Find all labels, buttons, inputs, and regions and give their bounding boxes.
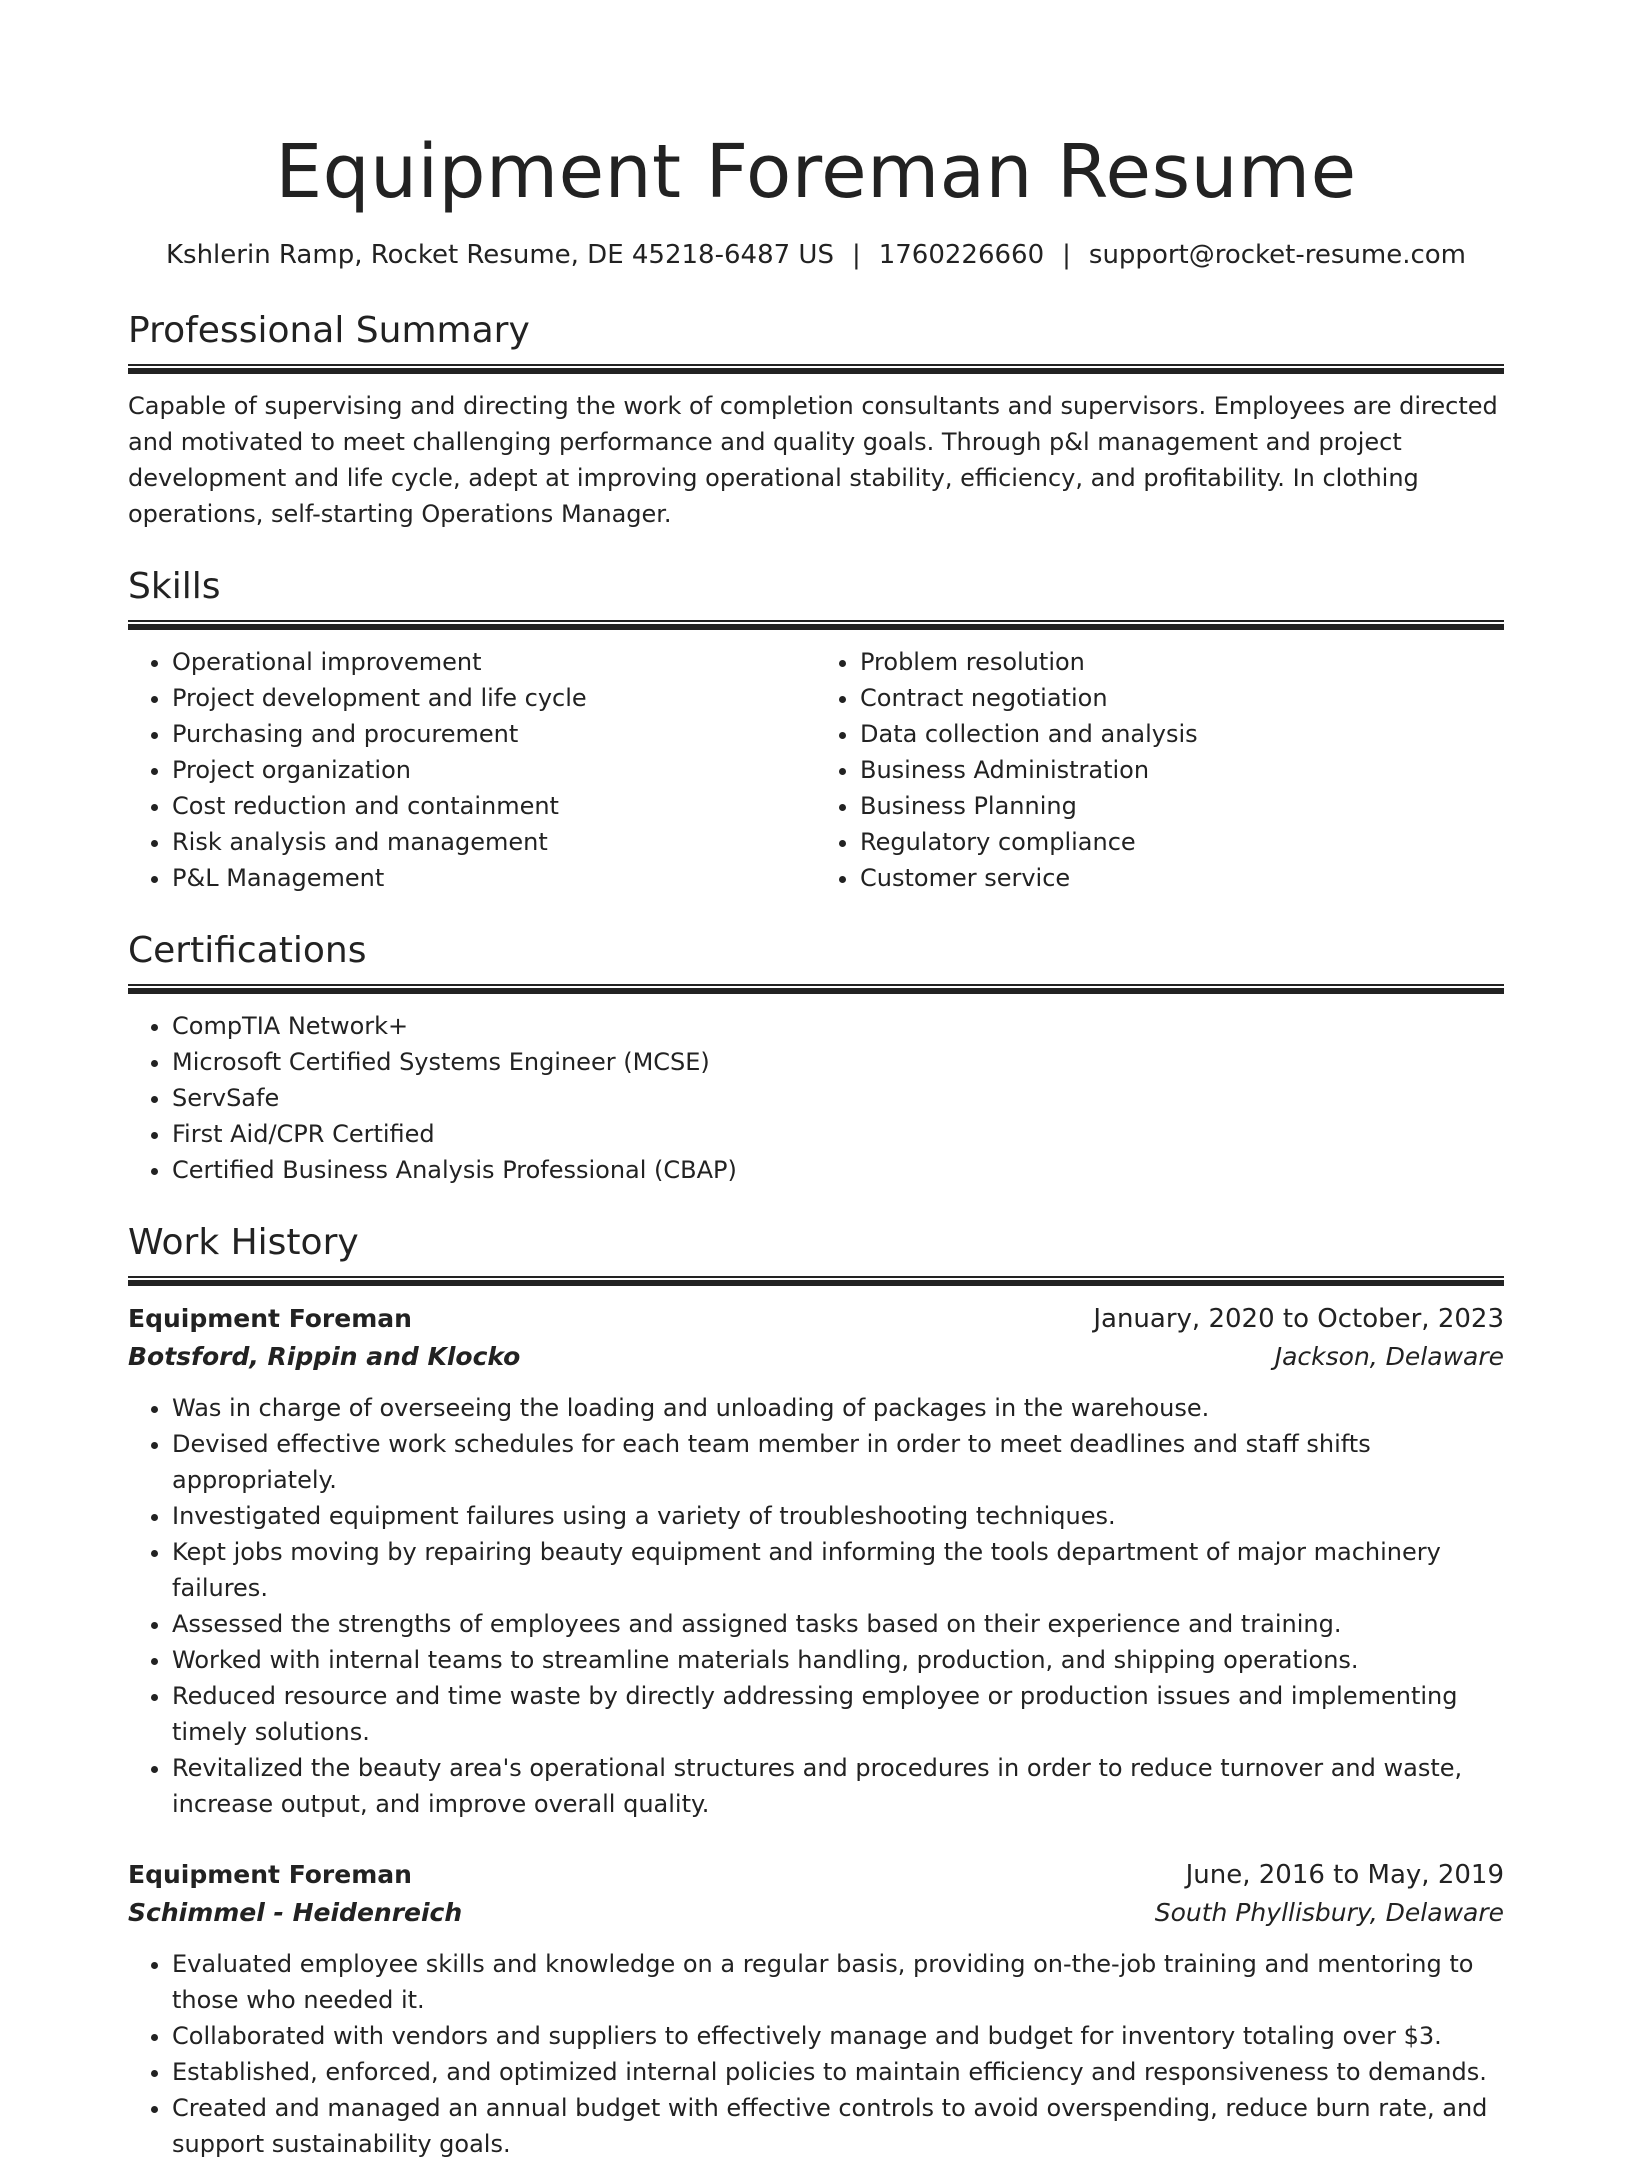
job-dates: January, 2020 to October, 2023 <box>1093 1304 1504 1334</box>
job-company: Botsford, Rippin and Klocko <box>128 1342 521 1371</box>
job-duty: • Was in charge of overseeing the loading and unloading of packages in the warehouse. <box>172 1390 1504 1426</box>
contact-line <box>128 238 1504 272</box>
job-duty: • Devised effective work schedules for each team member in order to meet deadlines and staff shifts appropriately. <box>172 1426 1504 1498</box>
certification-item: • ServSafe <box>172 1080 1504 1116</box>
skill-item: • Regulatory compliance <box>860 824 1504 860</box>
job-title: Equipment Foreman <box>128 1860 412 1889</box>
section-divider <box>128 620 1504 630</box>
certification-item: • CompTIA Network+ <box>172 1008 1504 1044</box>
job-duty: • Worked with internal teams to streamline materials handling, production, and shipping operations. <box>172 1642 1504 1678</box>
certification-item: • Microsoft Certified Systems Engineer (MCSE) <box>172 1044 1504 1080</box>
skill-item: • Operational improvement <box>172 644 816 680</box>
job-header-row <box>128 1300 1504 1338</box>
skill-item: • Business Planning <box>860 788 1504 824</box>
job-duty: • Kept jobs moving by repairing beauty equipment and informing the tools department of major machinery failures. <box>172 1534 1504 1606</box>
skill-item: • Project development and life cycle <box>172 680 816 716</box>
job-title: Equipment Foreman <box>128 1304 412 1333</box>
job-duties-list <box>128 1946 1504 2162</box>
job-duty: • Created and managed an annual budget with effective controls to avoid overspending, reduce burn rate, and support sustainability goals. <box>172 2090 1504 2162</box>
skills-list-left <box>128 644 816 896</box>
skill-item: • Project organization <box>172 752 816 788</box>
certification-item: • First Aid/CPR Certified <box>172 1116 1504 1152</box>
job-entry <box>128 1300 1504 1822</box>
section-divider <box>128 984 1504 994</box>
job-duty: • Revitalized the beauty area's operational structures and procedures in order to reduce turnover and waste, increase output, and improve overall quality. <box>172 1750 1504 1822</box>
skills-list-right <box>816 644 1504 896</box>
skill-item: • Customer service <box>860 860 1504 896</box>
skill-item: • Data collection and analysis <box>860 716 1504 752</box>
job-location: South Phyllisbury, Delaware <box>1154 1898 1504 1927</box>
certifications-section <box>128 928 1504 1188</box>
job-company: Schimmel - Heidenreich <box>128 1898 463 1927</box>
work-history-section <box>128 1220 1504 2162</box>
skill-item: • Problem resolution <box>860 644 1504 680</box>
section-divider <box>128 364 1504 374</box>
skill-item: • Purchasing and procurement <box>172 716 816 752</box>
skills-section <box>128 564 1504 896</box>
job-entry <box>128 1856 1504 2162</box>
job-duty: • Assessed the strengths of employees and assigned tasks based on their experience and training. <box>172 1606 1504 1642</box>
skill-item: • Contract negotiation <box>860 680 1504 716</box>
skills-grid <box>128 644 1504 896</box>
section-divider <box>128 1276 1504 1286</box>
skill-item: • P&L Management <box>172 860 816 896</box>
job-location: Jackson, Delaware <box>1274 1342 1504 1371</box>
certification-item: • Certified Business Analysis Professional (CBAP) <box>172 1152 1504 1188</box>
job-duty: • Investigated equipment failures using a variety of troubleshooting techniques. <box>172 1498 1504 1534</box>
section-heading-summary: Professional Summary <box>128 310 530 351</box>
job-dates: June, 2016 to May, 2019 <box>1185 1860 1504 1890</box>
job-duties-list <box>128 1390 1504 1822</box>
resume-page <box>128 0 1504 2162</box>
certifications-list <box>128 1008 1504 1188</box>
summary-section <box>128 308 1504 532</box>
section-heading-work-history: Work History <box>128 1222 359 1263</box>
section-heading-certifications: Certifications <box>128 930 367 971</box>
job-duty: • Collaborated with vendors and suppliers to effectively manage and budget for inventory totaling over $3. <box>172 2018 1504 2054</box>
job-duty: • Established, enforced, and optimized internal policies to maintain efficiency and responsiveness to demands. <box>172 2054 1504 2090</box>
skill-item: • Cost reduction and containment <box>172 788 816 824</box>
summary-text: Capable of supervising and directing the work of completion consultants and supervisors. Employees are directed and motivated to meet challenging performance and quality goals. Through p&l management and project development and life cycle, adept at improving operational stability, efficiency, and profitability. In clothing operations, self-starting Operations Manager. <box>128 392 1498 528</box>
document-title: Equipment Foreman Resume <box>275 129 1357 215</box>
contact-address: Kshlerin Ramp, Rocket Resume, DE 45218-6487 US <box>165 240 834 270</box>
contact-email: support@rocket-resume.com <box>1088 240 1467 270</box>
contact-separator: | <box>851 240 861 270</box>
skill-item: • Business Administration <box>860 752 1504 788</box>
job-header-row <box>128 1856 1504 1894</box>
job-company-row <box>128 1894 1504 1932</box>
skill-item: • Risk analysis and management <box>172 824 816 860</box>
contact-phone: 1760226660 <box>878 240 1045 270</box>
contact-separator: | <box>1062 240 1071 270</box>
job-duty: • Evaluated employee skills and knowledge on a regular basis, providing on-the-job training and mentoring to those who needed it. <box>172 1946 1504 2018</box>
job-duty: • Reduced resource and time waste by directly addressing employee or production issues and implementing timely solutions. <box>172 1678 1504 1750</box>
job-company-row <box>128 1338 1504 1376</box>
section-heading-skills: Skills <box>128 566 221 607</box>
